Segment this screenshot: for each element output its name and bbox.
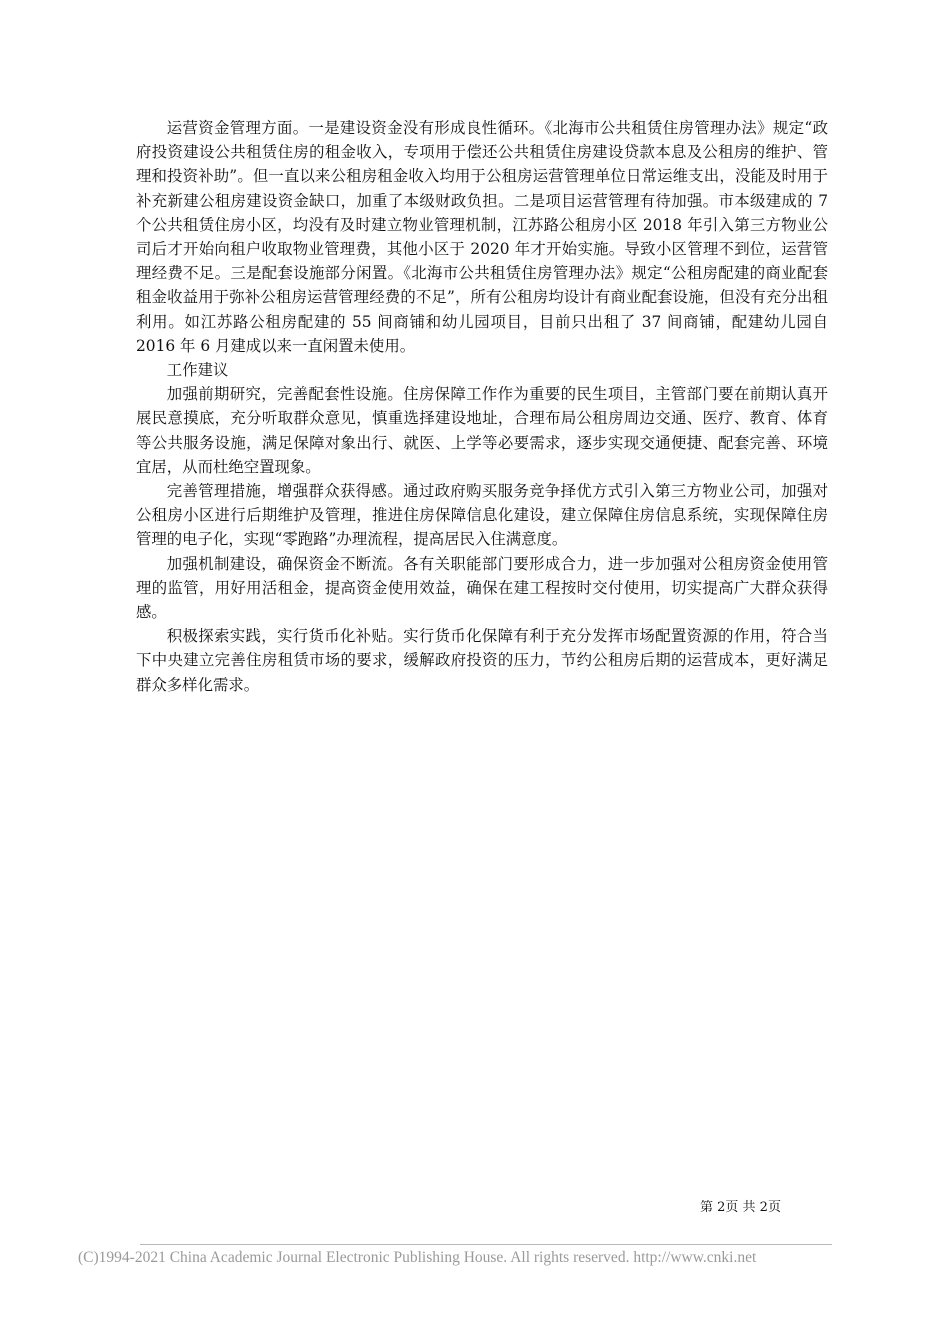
footer-divider [140, 1244, 832, 1245]
paragraph-preliminary-research: 加强前期研究，完善配套性设施。住房保障工作作为重要的民生项目，主管部门要在前期认真开展民意摸底，充分听取群众意见，慎重选择建设地址，合理布局公租房周边交通、医疗、教育、体育等公共服务设施，满足保障对象出行、就医、上学等必要需求，逐步实现交通便捷、配套完善、环境宜居，从而杜绝空置现象。 [136, 385, 828, 476]
paragraph-monetary-subsidy: 积极探索实践，实行货币化补贴。实行货币化保障有利于充分发挥市场配置资源的作用，符合当下中央建立完善住房租赁市场的要求，缓解政府投资的压力，节约公租房后期的运营成本，更好满足群众多样化需求。 [136, 627, 828, 694]
section-heading-recommendations: 工作建议 [166, 361, 229, 380]
page-number: 第 2页 共 2页 [700, 1200, 781, 1215]
paragraph-management-measures: 完善管理措施，增强群众获得感。通过政府购买服务竞争择优方式引入第三方物业公司，加强对公租房小区进行后期维护及管理，推进住房保障信息化建设，建立保障住房信息系统，实现保障住房管理的电子化，实现“零跑路”办理流程，提高居民入住满意度。 [136, 482, 828, 549]
footer-copyright: (C)1994-2021 China Academic Journal Electronic Publishing House. All rights reserved. http://www.cnki.net [78, 1249, 757, 1266]
article-body [136, 116, 828, 697]
paragraph-mechanism-building: 加强机制建设，确保资金不断流。各有关职能部门要形成合力，进一步加强对公租房资金使用管理的监管，用好用活租金，提高资金使用效益，确保在建工程按时交付使用，切实提高广大群众获得感。 [136, 554, 828, 622]
paragraph-operating-funds: 运营资金管理方面。一是建设资金没有形成良性循环。《北海市公共租赁住房管理办法》规定“政府投资建设公共租赁住房的租金收入，专项用于偿还公共租赁住房建设贷款本息及公租房的维护、管理和投资补助”。但一直以来公租房租金收入均用于公租房运营管理单位日常运维支出，没能及时用于补充新建公租房建设资金缺口，加重了本级财政负担。二是项目运营管理有待加强。市本级建成的 7 个公共租赁住房小区，均没有及时建立物业管理机制，江苏路公租房小区 2018 年引入第三方物业公司后才开始向租户收取物业管理费，其他小区于 2020 年才开始实施。导致小区管理不到位，运营管理经费不足。三是配套设施部分闲置。《北海市公共租赁住房管理办法》规定“公租房配建的商业配套租金收益用于弥补公租房运营管理经费的不足”，所有公租房均设计有商业配套设施，但没有充分出租利用。如江苏路公租房配建的 55 间商铺和幼儿园项目，目前只出租了 37 间商铺，配建幼儿园自 2016 年 6 月建成以来一直闲置未使用。 [136, 119, 828, 355]
